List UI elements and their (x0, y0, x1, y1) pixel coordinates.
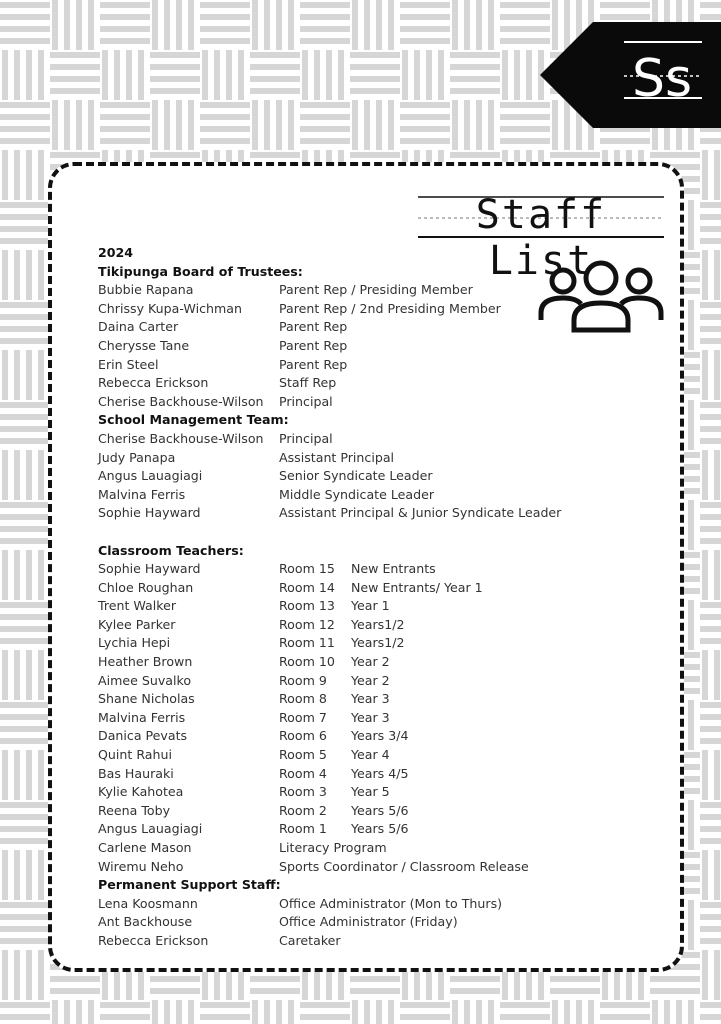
list-item: Carlene Mason Literacy Program (98, 840, 387, 855)
list-item: Danica Pevats Room 6 Years 3/4 (98, 728, 409, 744)
list-item: Heather Brown Room 10 Year 2 (98, 654, 390, 670)
page-title-text: Staff List (475, 192, 607, 284)
list-item: Cherise Backhouse-Wilson Principal (98, 430, 333, 446)
list-item: Aimee Suvalko Room 9 Year 2 (98, 672, 390, 688)
list-item: Angus Lauagiagi Senior Syndicate Leader (98, 468, 433, 484)
list-item: Shane Nicholas Room 8 Year 3 (98, 691, 390, 707)
list-item: Erin Steel Parent Rep (98, 356, 348, 372)
list-item: Bubbie Rapana Parent Rep / Presiding Member (98, 282, 473, 298)
list-item: Kylee Parker Room 12 Years1/2 (98, 616, 405, 632)
board-heading: Tikipunga Board of Trustees: (98, 263, 303, 279)
list-item: Reena Toby Room 2 Years 5/6 (98, 802, 409, 818)
support-heading: Permanent Support Staff: (98, 877, 281, 893)
list-item: Malvina Ferris Middle Syndicate Leader (98, 486, 435, 502)
list-item: Daina Carter Parent Rep (98, 319, 348, 335)
list-item: Wiremu Neho Sports Coordinator / Classroom Release (98, 858, 529, 874)
list-item: Cherysse Tane Parent Rep (98, 337, 348, 353)
teachers-heading: Classroom Teachers: (98, 542, 244, 558)
list-item: Malvina Ferris Room 7 Year 3 (98, 709, 390, 725)
list-item: Rebecca Erickson Caretaker (98, 932, 341, 948)
list-item: Bas Hauraki Room 4 Years 4/5 (98, 765, 409, 781)
list-item: Ant Backhouse Office Administrator (Friday) (98, 914, 458, 930)
list-item: Lychia Hepi Room 11 Years1/2 (98, 635, 405, 651)
list-item: Lena Koosmann Office Administrator (Mon to Thurs) (98, 895, 503, 911)
list-item: Angus Lauagiagi Room 1 Years 5/6 (98, 821, 409, 837)
management-heading: School Management Team: (98, 412, 289, 428)
year-heading: 2024 (98, 245, 134, 260)
tab-letters: Ss (631, 49, 693, 109)
list-item: Sophie Hayward Room 15 New Entrants (98, 561, 436, 577)
list-item: Kylie Kahotea Room 3 Year 5 (98, 784, 390, 800)
list-item: Cherise Backhouse-Wilson Principal (98, 393, 333, 409)
list-item: Chloe Roughan Room 14 New Entrants/ Year 1 (98, 579, 483, 595)
staff-list (98, 244, 658, 951)
list-item: Chrissy Kupa-Wichman Parent Rep / 2nd Presiding Member (98, 300, 501, 316)
list-item: Sophie Hayward Assistant Principal & Junior Syndicate Leader (98, 505, 562, 521)
page-title (418, 192, 664, 284)
list-item: Quint Rahui Room 5 Year 4 (98, 747, 390, 763)
spacer (98, 523, 658, 542)
list-item: Trent Walker Room 13 Year 1 (98, 598, 390, 614)
list-item: Rebecca Erickson Staff Rep (98, 375, 337, 391)
letter-tab (540, 22, 721, 128)
list-item: Judy Panapa Assistant Principal (98, 449, 395, 465)
